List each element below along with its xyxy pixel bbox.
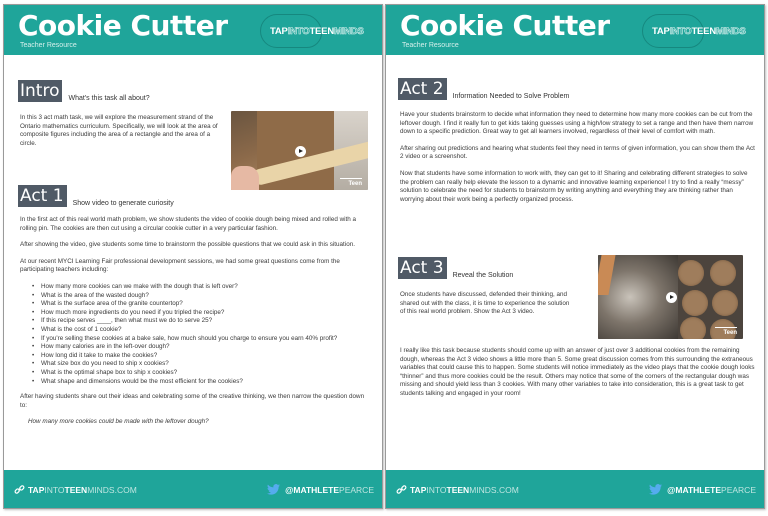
- act1-label: Act 1: [18, 185, 67, 207]
- list-item: • How long did it take to make the cookies?: [32, 352, 372, 361]
- list-item: • What is the optimal shape box to ship x cookies?: [32, 369, 372, 378]
- act1-heading: [18, 185, 174, 207]
- list-item: • What size box do you need to ship x cookies?: [32, 360, 372, 369]
- page-header: [4, 5, 382, 55]
- play-icon[interactable]: [295, 146, 306, 157]
- tap-into-teen-minds-logo: [254, 14, 378, 48]
- twitter-handle[interactable]: @MATHLETEPEARCE: [267, 484, 374, 495]
- intro-text: In this 3 act math task, we will explore the measurement strand of the Ontario mathematics curriculum. Specifically, we will look at the area of composite figures including the area of a rectangle and the area of a circle.: [20, 114, 218, 147]
- list-item: • If you're selling these cookies at a bake sale, how much should you charge to ensure you earn 40% profit?: [32, 335, 372, 344]
- link-icon: [14, 484, 25, 495]
- act3-heading: [398, 257, 513, 279]
- intro-heading: [18, 80, 150, 102]
- tap-into-teen-minds-logo: [636, 14, 760, 48]
- act3-subtitle: Reveal the Solution: [452, 272, 514, 279]
- page-footer: [386, 470, 764, 508]
- act3-text: I really like this task because students should come up with an answer of just over 3 additional cookies from the remaining dough, whereas the Act 3 video shows a little more than 5. Some great discussion comes from this surrounding the extraneous variables that could cause this to happen. Some students will notice immediately as the video plays that the cookie dough looks “thinner” and thus more cookies could be the result. Others may notice that some of the corners of the rectangular dough was missing and should yield less than 3 cookies. With many other variables to take into consideration, this is a great task to get students talking and engaged in your room!: [400, 347, 755, 397]
- act3-video-thumbnail[interactable]: [598, 255, 743, 339]
- page-2: [385, 4, 765, 509]
- list-item: • How many calories are in the left-over dough?: [32, 343, 372, 352]
- website-link[interactable]: TAPINTOTEENMINDS.COM: [14, 484, 137, 495]
- act2-subtitle: Information Needed to Solve Problem: [452, 93, 570, 100]
- driving-question: How many more cookies could be made with the leftover dough?: [28, 418, 209, 426]
- page-title: Cookie Cutter: [400, 9, 610, 42]
- list-item: • What is the surface area of the granite countertop?: [32, 300, 372, 309]
- page-footer: [4, 470, 382, 508]
- page-1: [3, 4, 383, 509]
- act2-heading: [398, 78, 569, 100]
- list-item: • What is the area of the wasted dough?: [32, 292, 372, 301]
- act2-label: Act 2: [398, 78, 447, 100]
- list-item: • If this recipe serves ____, then what must we do to serve 25?: [32, 317, 372, 326]
- intro-label: Intro: [18, 80, 62, 102]
- logo-wordmark: TAPINTOTEENMINDS: [270, 26, 364, 37]
- logo-wordmark: TAPINTOTEENMINDS: [652, 26, 746, 37]
- brainstorm-questions-list: [32, 283, 372, 386]
- video-watermark: Teen: [723, 330, 737, 336]
- act3-intro-text: Once students have discussed, defended their thinking, and shared out with the class, it is time to experience the solution of this real world problem. Show the Act 3 video.: [400, 291, 570, 316]
- intro-video-thumbnail[interactable]: [231, 111, 368, 190]
- twitter-bird-icon: [267, 484, 280, 495]
- play-icon[interactable]: [666, 292, 677, 303]
- page-header: [386, 5, 764, 55]
- page-subtitle: Teacher Resource: [402, 42, 459, 49]
- website-link[interactable]: TAPINTOTEENMINDS.COM: [396, 484, 519, 495]
- list-item: • How much more ingredients do you need if you tripled the recipe?: [32, 309, 372, 318]
- list-item: • What is the cost of 1 cookie?: [32, 326, 372, 335]
- intro-subtitle: What's this task all about?: [68, 95, 150, 102]
- act3-label: Act 3: [398, 257, 447, 279]
- page-title: Cookie Cutter: [18, 9, 228, 42]
- act2-text: Have your students brainstorm to decide what information they need to determine how many more cookies can be cut from the leftover dough. I find it really fun to get kids taking guesses using a high/low strategy to set a range and then have them narrow down to a specific prediction. Great way to get all learners involved, regardless of their level of comfort with math. After sharing out predictions and hearing what students feel they need in terms of given information, you can show them the Act 2 video or a screenshot. Now that students have some information to work with, they can get to it! Sharing and celebrating different strategies to solve the problem can really help elevate the lesson to a dynamic and innovative learning experience! I try to find a really “messy” solution to celebrate the need for students to brainstorm by writing anything and everything they are thinking rather than worrying about their work being a perfectly organized process.: [400, 111, 755, 203]
- list-item: • What shape and dimensions would be the most efficient for the cookies?: [32, 378, 372, 387]
- page-subtitle: Teacher Resource: [20, 42, 77, 49]
- act1-subtitle: Show video to generate curiosity: [72, 200, 174, 207]
- link-icon: [396, 484, 407, 495]
- twitter-handle[interactable]: @MATHLETEPEARCE: [649, 484, 756, 495]
- twitter-bird-icon: [649, 484, 662, 495]
- list-item: • How many more cookies can we make with the dough that is left over?: [32, 283, 372, 292]
- act1-text: In the first act of this real world math problem, we show students the video of cookie dough being mixed and rolled with a rolling pin. The cookies are then cut using a circular cookie cutter in a very particular fashion. After showing the video, give students some time to brainstorm the possible questions that we could ask in this situation. At our recent MYCI Learning Fair professional development sessions, we had some great questions come from the participating teachers including: • How many more cookies can we make with the dough that is left over? • What is the area of the wasted dough? • What is the surface area of the granite countertop? • How much more ingredients do you need if you tripled the recipe? • If this recipe serves ____, then what must we do to serve 25? • What is the cost of 1 cookie? • If you're selling these cookies at a bake sale, how much should you charge to ensure you earn 40% profit? • How many calories are in the left-over dough? • How long did it take to make the cookies? • What size box do you need to ship x cookies? • What is the optimal shape box to ship x cookies? • What shape and dimensions would be the most efficient for the cookies? After having students share out their ideas and celebrating some of the creative thinking, we then narrow the question down to: How many more cookies could be made with the leftover dough?: [20, 216, 372, 435]
- video-watermark: Teen: [348, 181, 362, 187]
